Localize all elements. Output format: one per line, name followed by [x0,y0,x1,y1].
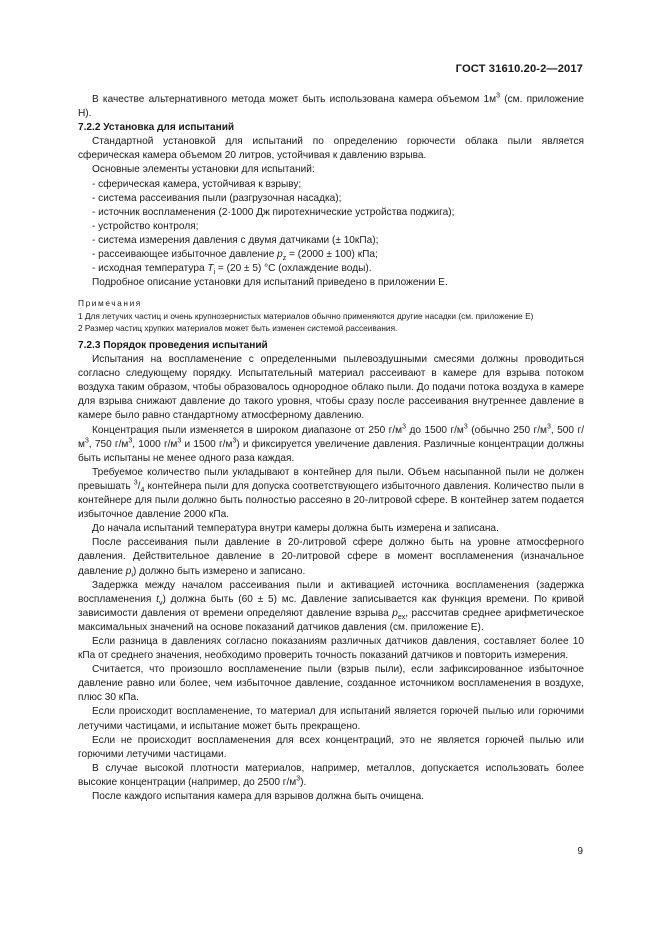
paragraph-ignition-delay [78,579,584,635]
superscript: 3 [128,437,133,445]
text: = (2000 ± 100) кПа; [286,249,378,261]
text: ) должна быть (60 ± 5) мс. Давление записывается как функция времени. По кривой зависимости давления от времени определяют давление взрыва [78,593,584,619]
text: Задержка между началом рассеивания пыли и активацией источника воспламенения (задержка воспламенения [78,579,584,605]
section-heading-7-2-2: 7.2.2 Установка для испытаний [78,122,235,134]
page-number: 9 [577,846,583,857]
text: - исходная температура [92,263,208,275]
variable: p [392,607,398,619]
text: , 750 г/м [88,438,129,450]
list-item [78,262,584,276]
paragraph-detailed-description: Подробное описание установки для испытаний приведено в приложении Е. [92,277,448,289]
list-item: - система рассеивания пыли (разгрузочная насадка); [92,192,342,204]
superscript: 3 [402,423,407,431]
text: (см. приложение Н). [78,94,585,120]
paragraph-after-dispersion [78,536,584,578]
variable: p [125,565,132,577]
superscript: 3 [296,775,301,783]
paragraph-pressure-difference: Если разница в давлениях согласно показаниям различных датчиков давления, составляет более 10 кПа от среднего значения, необходимо проверить точность показаний датчиков и повторить измерения. [78,635,584,662]
paragraph-required-amount: Требуемое количество пыли укладывают в контейнер для пыли. Объем насыпанной пыли не должен превышать $^3/_4$ контейнера пыли для допуска соответствующего избыточного давления. Количество пыли в контейнере для пыли должно быть полностью рассеяно в 20-литровой сфере. В контейнер затем подается избыточное давление 2000 кПа. [78,466,584,521]
text: контейнера пыли для допуска соответствующего избыточного давления. Количество пыли в контейнере для пыли должно быть полностью рассеяно в 20-литровой сфере. В контейнер затем подается избыточное давление 2000 кПа. [78,480,584,521]
text: ) должно быть измерено и записано. [132,565,306,577]
superscript: 3 [177,437,182,445]
fraction-denominator: 4 [140,486,145,494]
fraction-numerator: 3 [133,479,138,487]
paragraph-alternative-method [78,93,584,121]
paragraph-ignition-considered: Считается, что произошло воспламенение пыли (взрыв пыли), если зафиксированное избыточное давление равно или более, чем избыточное давление, созданное источником воспламенения в воздухе, плюс 30 кПа. [78,664,584,704]
list-item: - устройство контроля; [92,220,199,232]
list-item: - сферическая камера, устойчивая к взрыву; [92,178,302,190]
list-item: - источник воспламенения (2·1000 Дж пиротехнические устройства поджига); [92,206,455,218]
paragraph-temperature: До начала испытаний температура внутри камеры должна быть измерена и записана. [92,523,499,535]
subscript: z [282,255,287,263]
paragraph-concentration [78,424,584,466]
variable: T [207,263,214,275]
paragraph-high-density [78,762,584,790]
paragraph-main-elements: Основные элементы установки для испытаний: [92,164,315,176]
notes-title: Примечания [78,298,142,309]
superscript: 3 [546,423,551,431]
note-1: 1 Для летучих частиц и очень крупнозернистых материалов обычно применяются другие насадки (см. приложение Е) [78,311,534,322]
text: ) и фиксируется увеличение давления. Различные концентрации должны быть испытаны не менее одного раза каждая. [78,438,584,464]
paragraph-standard-setup: Стандартной установкой для испытаний по определению горючести облака пыли является сферическая камера объемом 20 литров, устойчивая к давлению взрыва. [78,136,584,162]
document-number: ГОСТ 31610.20-2—2017 [455,63,583,75]
superscript: 3 [496,92,501,100]
paragraph-ignition-tests: Испытания на воспламенение с определенными пылевоздушными смесями должны проводиться согласно следующему порядку. Испытательный материал рассеивают в камере для взрыва потоком воздуха таким образом, чтобы образовалось однородное облако пыли. До подачи потока воздуха в камере для взрыва снижают давление до такого уровня, чтобы сразу после рассеивания внутреннее давление в камере было равно стандартному атмосферному давлению. [78,354,584,422]
subscript: ex [397,613,406,621]
text: , 1000 г/м [132,438,178,450]
list-item: - система измерения давления с двумя датчиками (± 10кПа); [92,234,379,246]
text: , рассчитав среднее арифметическое максимальных значений на основе показаний датчиков давления (см. приложение Е). [78,607,584,633]
subscript: v [158,599,163,607]
text: ). [300,776,307,788]
superscript: 3 [463,423,468,431]
note-2: 2 Размер частиц хрупких материалов может быть изменен системой рассеивания. [78,323,398,334]
document-body [78,93,584,804]
text: Требуемое количество пыли укладывают в контейнер для пыли. Объем насыпанной пыли не должен превышать [78,466,584,492]
text: , 500 г/м [78,424,585,450]
superscript: 3 [232,437,237,445]
paragraph-ignition-occurs: Если происходит воспламенение, то материал для испытаний является горючей пылью или горючими летучими частицами, и испытание может быть прекращено. [78,706,584,732]
list-item [78,248,584,262]
section-heading-7-2-3: 7.2.3 Порядок проведения испытаний [78,340,268,351]
variable: p [277,249,283,261]
text: В случае высокой плотности материалов, например, металлов, допускается использовать более высокие концентрации (например, до 2500 г/м [78,762,584,788]
text: После рассеивания пыли давление в 20-литровой сфере должно быть на уровне атмосферного давления. Действительное давление в 20-литровой сфере в момент воспламенения (изначальное давление [78,537,584,577]
subscript: i [213,269,216,277]
text: (обычно 250 г/м [467,424,547,436]
variable: t [156,593,159,605]
paragraph-no-ignition: Если не происходит воспламенения для всех концентраций, это не является горючей пылью или горючими летучими частицами. [78,734,584,760]
text: до 1500 г/м [406,424,464,436]
text: и 1500 г/м [181,438,233,450]
text: = (20 ± 5) °С (охлаждение воды). [215,263,372,275]
subscript: i [131,571,133,579]
paragraph-cleaning: После каждого испытания камера для взрывов должна быть очищена. [92,791,425,802]
text: В качестве альтернативного метода может быть использована камера объемом 1м [92,94,497,105]
text: Концентрация пыли изменяется в широком диапазоне от 250 г/м [92,424,403,436]
text: - рассеивающее избыточное давление [92,249,278,261]
superscript: 3 [84,437,89,445]
